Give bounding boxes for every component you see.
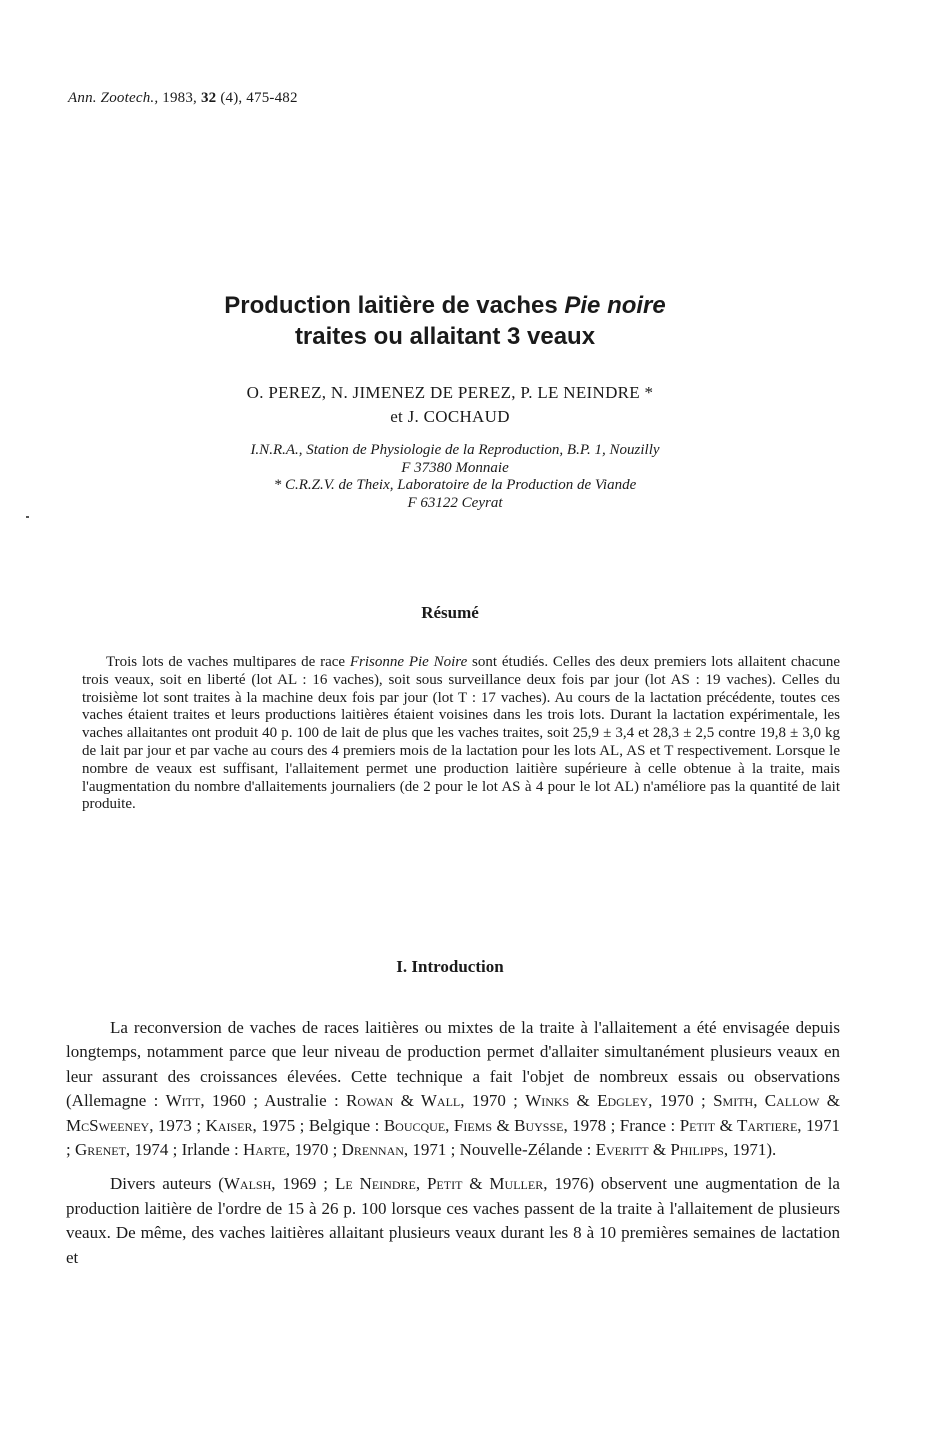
ref-author: Winks & Edgley xyxy=(525,1091,649,1111)
authors-line-1: O. PEREZ, N. JIMENEZ DE PEREZ, P. LE NEINDRE * xyxy=(246,383,654,402)
affiliation-line-2: F 37380 Monnaie xyxy=(401,459,509,476)
journal-citation xyxy=(68,90,298,107)
abstract-heading: Résumé xyxy=(421,603,479,622)
ref-author: Witt xyxy=(165,1091,201,1111)
title-line-1: Production laitière de vaches Pie noire xyxy=(224,292,666,319)
ref-author: Rowan & Wall xyxy=(345,1091,461,1111)
affiliations xyxy=(0,442,910,512)
title-line-2: traites ou allaitant 3 veaux xyxy=(294,323,596,350)
article-title xyxy=(0,290,890,352)
ref-author: Petit & Tartiere xyxy=(679,1115,798,1135)
affiliation-line-3: * C.R.Z.V. de Theix, Laboratoire de la Production de Viande xyxy=(273,477,637,493)
introduction-heading: I. Introduction xyxy=(396,957,504,976)
ref-author: Kaiser xyxy=(205,1115,253,1135)
affiliation-line-4: F 63122 Ceyrat xyxy=(407,494,503,511)
journal-year: 1983, xyxy=(162,90,197,106)
journal-name: Ann. Zootech., xyxy=(68,90,159,106)
journal-issue-pages: (4), 475-482 xyxy=(220,90,298,106)
ref-author: Walsh xyxy=(223,1174,272,1194)
title-italic: Pie noire xyxy=(564,292,666,319)
affiliation-line-1: I.N.R.A., Station de Physiologie de la Reproduction, B.P. 1, Nouzilly xyxy=(250,442,660,458)
ref-author: Everitt & Philipps xyxy=(595,1140,724,1160)
breed-name: Frisonne Pie Noire xyxy=(349,654,468,670)
author-list xyxy=(0,381,900,429)
ref-author: Harte xyxy=(243,1140,286,1160)
ref-author: Drennan xyxy=(341,1140,404,1160)
ref-author: Le Neindre, Petit & Muller xyxy=(334,1174,544,1194)
journal-volume: 32 xyxy=(200,90,217,106)
intro-paragraph-2: Divers auteurs (Walsh, 1969 ; Le Neindre, Petit & Muller, 1976) observent une augmentation de la production laitière de l'ordre de 15 à 26 p. 100 lorsque ces vaches passent de la traite à l'allaitement de plusieurs veaux. De même, des vaches laitières allaitant plusieurs veaux durant les 8 à 10 premières semaines de lactation et xyxy=(66,1174,840,1267)
abstract-text: Trois lots de vaches multipares de race Frisonne Pie Noire sont étudiés. Celles des deux premiers lots allaitent chacune trois veaux, soit en liberté (lot AL : 16 vaches), soit sous surveillance deux fois par jour (lot AS : 19 vaches). Celles du troisième lot sont traites à la machine deux fois par jour (lot T : 17 vaches). Au cours de la lactation précédente, toutes ces vaches étaient traites et leurs productions laitières étaient voisines dans les trois lots. Durant la lactation expérimentale, les vaches allaitantes ont produit 40 p. 100 de lait de plus que les vaches traites, soit 25,9 ± 3,4 et 28,3 ± 2,5 contre 19,8 ± 3,0 kg de lait par jour et par vache au cours des 4 premiers mois de la lactation pour les lots AL, AS et T respectivement. Lorsque le nombre de veaux est suffisant, l'allaitement permet une production laitière supérieure à celle obtenue à la traite, mais l'augmentation du nombre d'allaitements journaliers (de 2 pour le lot AS à 4 pour le lot AL) n'améliore pas la quantité de lait produite. xyxy=(82,654,840,813)
ref-author: Boucque, Fiems & Buysse xyxy=(383,1115,564,1135)
scan-speck xyxy=(26,516,29,518)
ref-author: Smith, Callow & McSweeney xyxy=(66,1091,840,1135)
intro-paragraph-1: La reconversion de vaches de races laitières ou mixtes de la traite à l'allaitement a été envisagée depuis longtemps, notamment parce que leur niveau de production permet d'allaiter simultanément plusieurs veaux en leur assurant des croissances élevées. Cette technique a fait l'objet de nombreux essais ou observations (Allemagne : Witt, 1960 ; Australie : Rowan & Wall, 1970 ; Winks & Edgley, 1970 ; Smith, Callow & McSweeney, 1973 ; Kaiser, 1975 ; Belgique : Boucque, Fiems & Buysse, 1978 ; France : Petit & Tartiere, 1971 ; Grenet, 1974 ; Irlande : Harte, 1970 ; Drennan, 1971 ; Nouvelle-Zélande : Everitt & Philipps, 1971). xyxy=(66,1018,840,1160)
authors-line-2: et J. COCHAUD xyxy=(390,407,510,426)
introduction-body xyxy=(66,1016,840,1280)
ref-author: Grenet xyxy=(74,1140,126,1160)
